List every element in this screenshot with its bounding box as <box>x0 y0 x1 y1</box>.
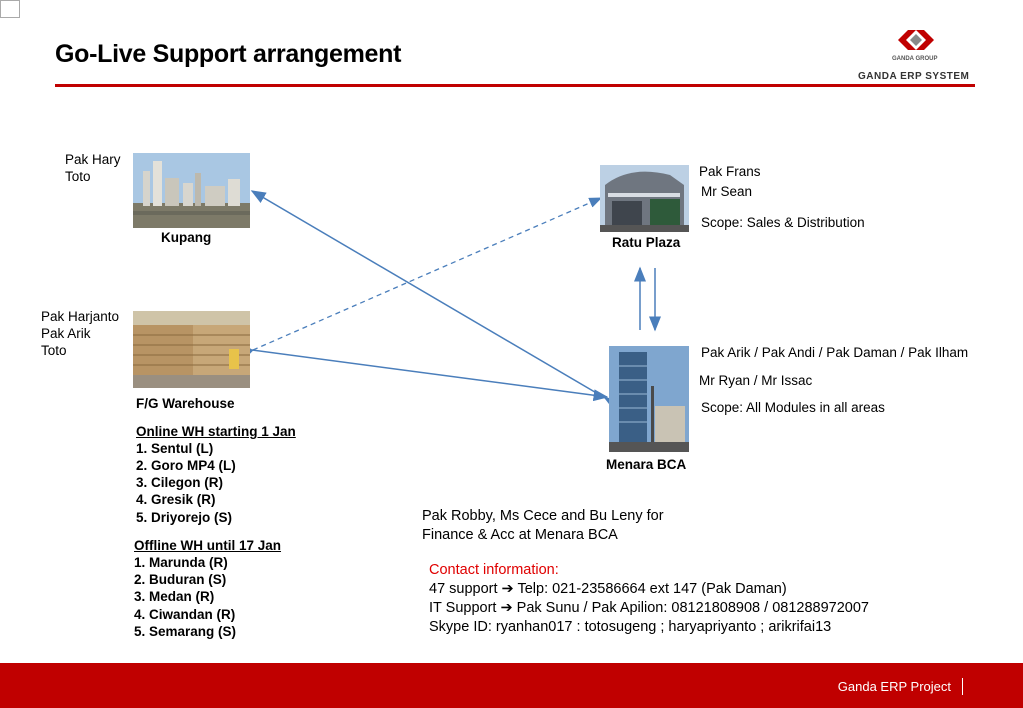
warehouse-person-1: Pak Harjanto <box>41 309 120 324</box>
finance-note-line-2: Finance & Acc at Menara BCA <box>422 527 618 543</box>
online-wh-heading: Online WH starting 1 Jan <box>136 424 296 439</box>
warehouse-person-3: Toto <box>41 343 67 358</box>
contact-line: 47 support ➔ Telp: 021-23586664 ext 147 (Pak Daman) <box>429 581 787 597</box>
ratu-plaza-label: Ratu Plaza <box>612 235 681 250</box>
menara-bca-label: Menara BCA <box>606 457 687 472</box>
kupang-label: Kupang <box>161 230 212 245</box>
online-wh-item: 4. Gresik (R) <box>136 492 216 507</box>
online-wh-item: 5. Driyorejo (S) <box>136 510 233 525</box>
factory-photo <box>133 153 250 228</box>
contact-heading: Contact information: <box>429 562 559 578</box>
contact-line: Skype ID: ryanhan017 : totosugeng ; haryapriyanto ; arikrifai13 <box>429 619 832 635</box>
offline-wh-item: 4. Ciwandan (R) <box>134 607 236 622</box>
contact-line: IT Support ➔ Pak Sunu / Pak Apilion: 08121808908 / 081288972007 <box>429 600 869 616</box>
bca-person-1: Pak Arik / Pak Andi / Pak Daman / Pak Ilham <box>701 345 969 360</box>
arrow-bca-kupang <box>252 191 605 398</box>
ratu-person-1: Pak Frans <box>699 164 761 179</box>
tower-photo <box>609 346 689 452</box>
ratu-scope: Scope: Sales & Distribution <box>701 215 865 230</box>
footer-divider <box>962 678 963 695</box>
ratu-person-2: Mr Sean <box>701 184 753 199</box>
warehouse-person-2: Pak Arik <box>41 326 91 341</box>
offline-wh-item: 5. Semarang (S) <box>134 624 237 639</box>
offline-wh-item: 2. Buduran (S) <box>134 572 227 587</box>
mall-photo <box>600 165 689 232</box>
footer-text: Ganda ERP Project <box>837 679 951 694</box>
kupang-person-1: Pak Hary <box>65 152 121 167</box>
bca-person-2: Mr Ryan / Mr Issac <box>699 373 813 388</box>
online-wh-item: 1. Sentul (L) <box>136 441 214 456</box>
bca-scope: Scope: All Modules in all areas <box>701 400 885 415</box>
kupang-person-2: Toto <box>65 169 91 184</box>
arrow-warehouse-bca <box>252 350 607 397</box>
arrow-warehouse-ratu <box>253 198 601 350</box>
warehouse-photo <box>133 311 250 388</box>
logo-small-text: GANDA GROUP <box>892 56 938 62</box>
warehouse-label: F/G Warehouse <box>136 396 235 411</box>
footer-bar <box>0 663 1023 708</box>
finance-note-line-1: Pak Robby, Ms Cece and Bu Leny for <box>422 508 664 524</box>
offline-wh-item: 1. Marunda (R) <box>134 555 228 570</box>
online-wh-item: 2. Goro MP4 (L) <box>136 458 236 473</box>
page-title: Go-Live Support arrangement <box>55 40 402 68</box>
logo-text: GANDA ERP SYSTEM <box>858 71 970 82</box>
offline-wh-item: 3. Medan (R) <box>134 589 215 604</box>
online-wh-item: 3. Cilegon (R) <box>136 475 223 490</box>
offline-wh-heading: Offline WH until 17 Jan <box>134 538 282 553</box>
